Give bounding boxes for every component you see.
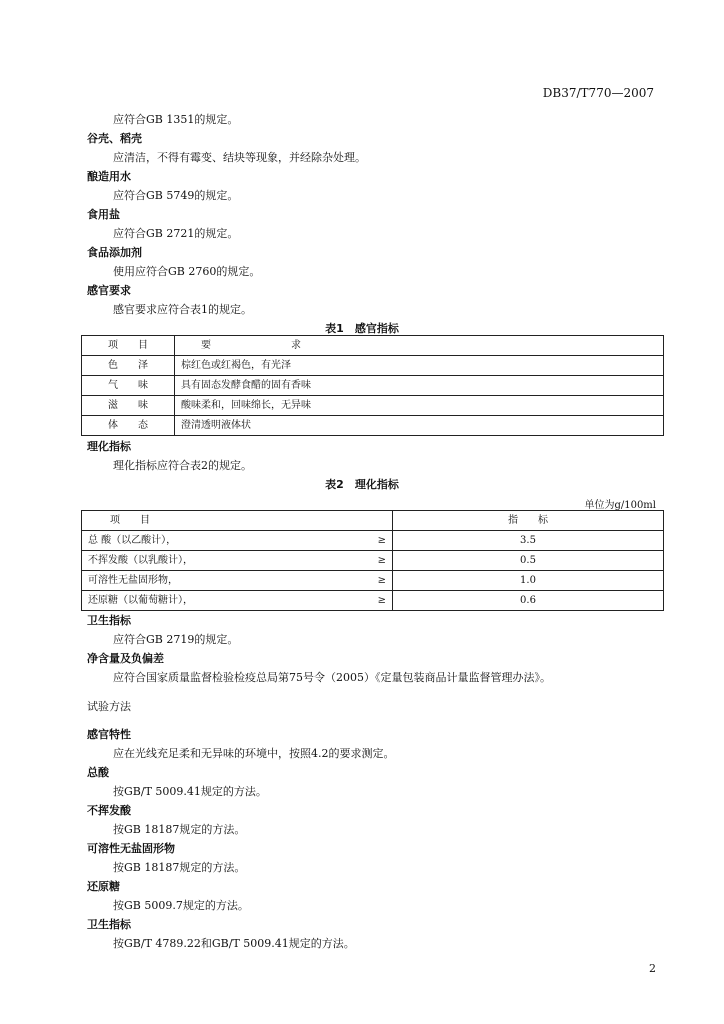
page-number: 2 xyxy=(649,962,656,975)
item-label: 还原糖（以葡萄糖计）， xyxy=(88,594,193,606)
section-heading: 还原糖 xyxy=(87,880,120,893)
table-row xyxy=(82,551,664,571)
section-heading: 卫生指标 xyxy=(87,614,131,627)
body-text: 应符合GB 2721的规定。 xyxy=(113,227,239,240)
table-cell-item: 体 态 xyxy=(82,416,175,436)
table-cell-item: 色 泽 xyxy=(82,356,175,376)
body-text: 理化指标应符合表2的规定。 xyxy=(113,459,252,472)
body-text: 按GB 18187规定的方法。 xyxy=(113,823,246,836)
table-row xyxy=(82,416,664,436)
table1-caption: 表1 感官指标 xyxy=(325,322,399,335)
item-label: 不挥发酸（以乳酸计）， xyxy=(88,554,193,566)
table-cell-value: 0.5 xyxy=(393,551,664,571)
table-row xyxy=(82,396,664,416)
body-text: 应在光线充足柔和无异味的环境中，按照4.2的要求测定。 xyxy=(113,747,395,760)
table-cell-requirement: 棕红色或红褐色，有光泽 xyxy=(175,356,664,376)
section-heading: 理化指标 xyxy=(87,440,131,453)
table-cell-item: 滋 味 xyxy=(82,396,175,416)
body-text: 应符合GB 5749的规定。 xyxy=(113,189,239,202)
table-header-cell: 要 求 xyxy=(175,336,664,356)
operator: ≥ xyxy=(377,554,386,566)
table-row xyxy=(82,531,664,551)
section-heading: 食用盐 xyxy=(87,208,120,221)
section-heading: 可溶性无盐固形物 xyxy=(87,842,175,855)
section-heading: 净含量及负偏差 xyxy=(87,652,164,665)
body-text: 应符合国家质量监督检验检疫总局第75号令（2005）《定量包装商品计量监督管理办法》。 xyxy=(113,671,551,684)
section-heading: 酿造用水 xyxy=(87,170,131,183)
table-row xyxy=(82,376,664,396)
body-text: 感官要求应符合表1的规定。 xyxy=(113,303,252,316)
table-cell-requirement: 澄清透明液体状 xyxy=(175,416,664,436)
table-row xyxy=(82,356,664,376)
operator: ≥ xyxy=(377,574,386,586)
section-heading: 感官要求 xyxy=(87,284,131,297)
body-text: 使用应符合GB 2760的规定。 xyxy=(113,265,261,278)
table-cell-item xyxy=(82,551,393,571)
section-heading: 食品添加剂 xyxy=(87,246,142,259)
section-heading: 总酸 xyxy=(87,766,109,779)
physicochemical-table xyxy=(81,510,664,611)
chapter-heading: 试验方法 xyxy=(87,700,131,713)
body-text: 按GB 5009.7规定的方法。 xyxy=(113,899,249,912)
table-header-cell: 项 目 xyxy=(82,336,175,356)
operator: ≥ xyxy=(377,594,386,606)
section-heading: 感官特性 xyxy=(87,728,131,741)
item-label: 总 酸（以乙酸计）， xyxy=(88,534,177,546)
table-cell-item xyxy=(82,591,393,611)
table2-unit: 单位为g/100ml xyxy=(584,500,656,511)
table-cell-requirement: 具有固态发酵食醋的固有香味 xyxy=(175,376,664,396)
table-header-row xyxy=(82,336,664,356)
operator: ≥ xyxy=(377,534,386,546)
table-cell-item xyxy=(82,571,393,591)
table-cell-value: 3.5 xyxy=(393,531,664,551)
item-label: 可溶性无盐固形物， xyxy=(88,574,178,586)
document-code: DB37/T770—2007 xyxy=(542,86,654,100)
table-row xyxy=(82,571,664,591)
table2-caption: 表2 理化指标 xyxy=(325,478,399,491)
table-header-row xyxy=(82,511,664,531)
table-cell-value: 0.6 xyxy=(393,591,664,611)
body-text: 应符合GB 1351的规定。 xyxy=(113,113,239,126)
body-text: 应清洁，不得有霉变、结块等现象，并经除杂处理。 xyxy=(113,151,366,164)
table-header-cell: 项 目 xyxy=(82,511,393,531)
body-text: 按GB/T 5009.41规定的方法。 xyxy=(113,785,267,798)
section-heading: 谷壳、稻壳 xyxy=(87,132,142,145)
table-cell-item: 气 味 xyxy=(82,376,175,396)
table-header-cell: 指 标 xyxy=(393,511,664,531)
sensory-table xyxy=(81,335,664,436)
body-text: 应符合GB 2719的规定。 xyxy=(113,633,239,646)
body-text: 按GB 18187规定的方法。 xyxy=(113,861,246,874)
body-text: 按GB/T 4789.22和GB/T 5009.41规定的方法。 xyxy=(113,937,355,950)
section-heading: 不挥发酸 xyxy=(87,804,131,817)
section-heading: 卫生指标 xyxy=(87,918,131,931)
table-cell-item xyxy=(82,531,393,551)
table-cell-value: 1.0 xyxy=(393,571,664,591)
table-row xyxy=(82,591,664,611)
table-cell-requirement: 酸味柔和，回味绵长，无异味 xyxy=(175,396,664,416)
